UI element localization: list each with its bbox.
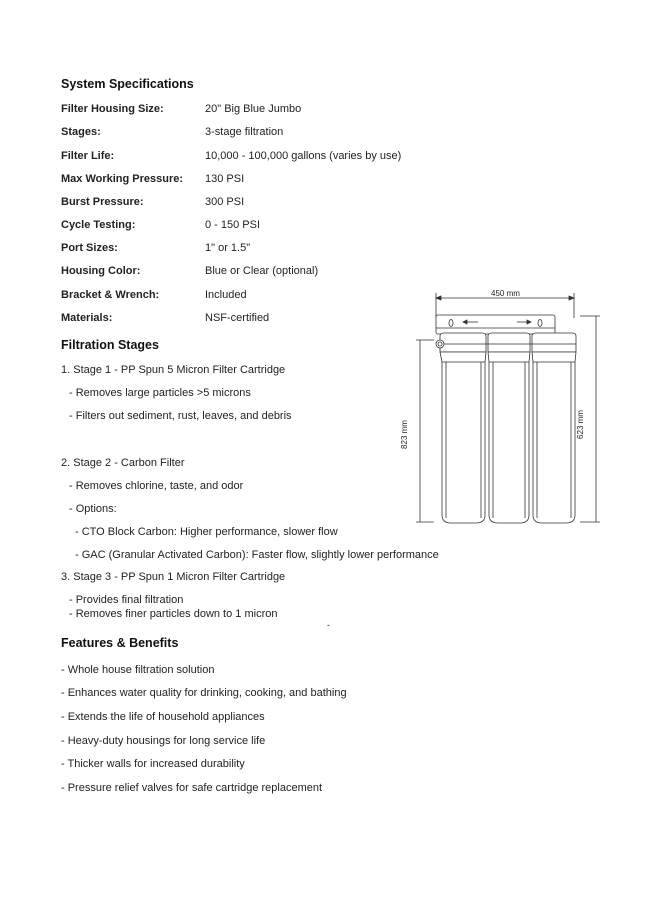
features-heading: Features & Benefits (61, 636, 179, 650)
stage-title: 1. Stage 1 - PP Spun 5 Micron Filter Cartridge (61, 364, 286, 376)
stage-detail: - Provides final filtration (69, 594, 184, 606)
spec-value: Included (205, 289, 247, 301)
spec-value: NSF-certified (205, 312, 270, 324)
spec-value: Blue or Clear (optional) (205, 265, 319, 277)
stage-detail: - Options: (69, 503, 117, 515)
stage-title: 3. Stage 3 - PP Spun 1 Micron Filter Cartridge (61, 571, 286, 583)
feature-item: - Enhances water quality for drinking, cooking, and bathing (61, 687, 347, 699)
specs-heading: System Specifications (61, 77, 194, 91)
stage-detail: - Removes large particles >5 microns (69, 387, 251, 399)
spec-label: Max Working Pressure: (61, 173, 184, 185)
stray-mark: - (327, 620, 330, 630)
spec-label: Materials: (61, 312, 113, 324)
spec-value: 10,000 - 100,000 gallons (varies by use) (205, 150, 402, 162)
spec-label: Filter Housing Size: (61, 103, 164, 115)
right-height-dimension-label: 623 mm (575, 410, 585, 439)
stages-heading: Filtration Stages (61, 338, 159, 352)
spec-value: 3-stage filtration (205, 126, 284, 138)
stage-title: 2. Stage 2 - Carbon Filter (61, 457, 185, 469)
stage-option: - GAC (Granular Activated Carbon): Faster flow, slightly lower performance (75, 549, 439, 561)
left-height-dimension-label: 823 mm (399, 420, 409, 449)
feature-item: - Pressure relief valves for safe cartridge replacement (61, 782, 323, 794)
stage-option: - CTO Block Carbon: Higher performance, slower flow (75, 526, 338, 538)
spec-value: 20" Big Blue Jumbo (205, 103, 302, 115)
feature-item: - Extends the life of household appliances (61, 711, 265, 723)
spec-value: 300 PSI (205, 196, 245, 208)
spec-label: Port Sizes: (61, 242, 118, 254)
stage-detail: - Filters out sediment, rust, leaves, and debris (69, 410, 292, 422)
stage-detail: - Removes chlorine, taste, and odor (69, 480, 244, 492)
spec-label: Filter Life: (61, 150, 115, 162)
spec-label: Cycle Testing: (61, 219, 136, 231)
stage-detail: - Removes finer particles down to 1 micron (69, 608, 278, 620)
feature-item: - Heavy-duty housings for long service life (61, 735, 266, 747)
spec-value: 130 PSI (205, 173, 245, 185)
spec-label: Housing Color: (61, 265, 141, 277)
feature-item: - Thicker walls for increased durability (61, 758, 245, 770)
spec-value: 1" or 1.5" (205, 242, 251, 254)
spec-label: Bracket & Wrench: (61, 289, 160, 301)
feature-item: - Whole house filtration solution (61, 664, 215, 676)
spec-label: Stages: (61, 126, 101, 138)
spec-value: 0 - 150 PSI (205, 219, 261, 231)
width-dimension-label: 450 mm (491, 289, 520, 298)
spec-label: Burst Pressure: (61, 196, 144, 208)
